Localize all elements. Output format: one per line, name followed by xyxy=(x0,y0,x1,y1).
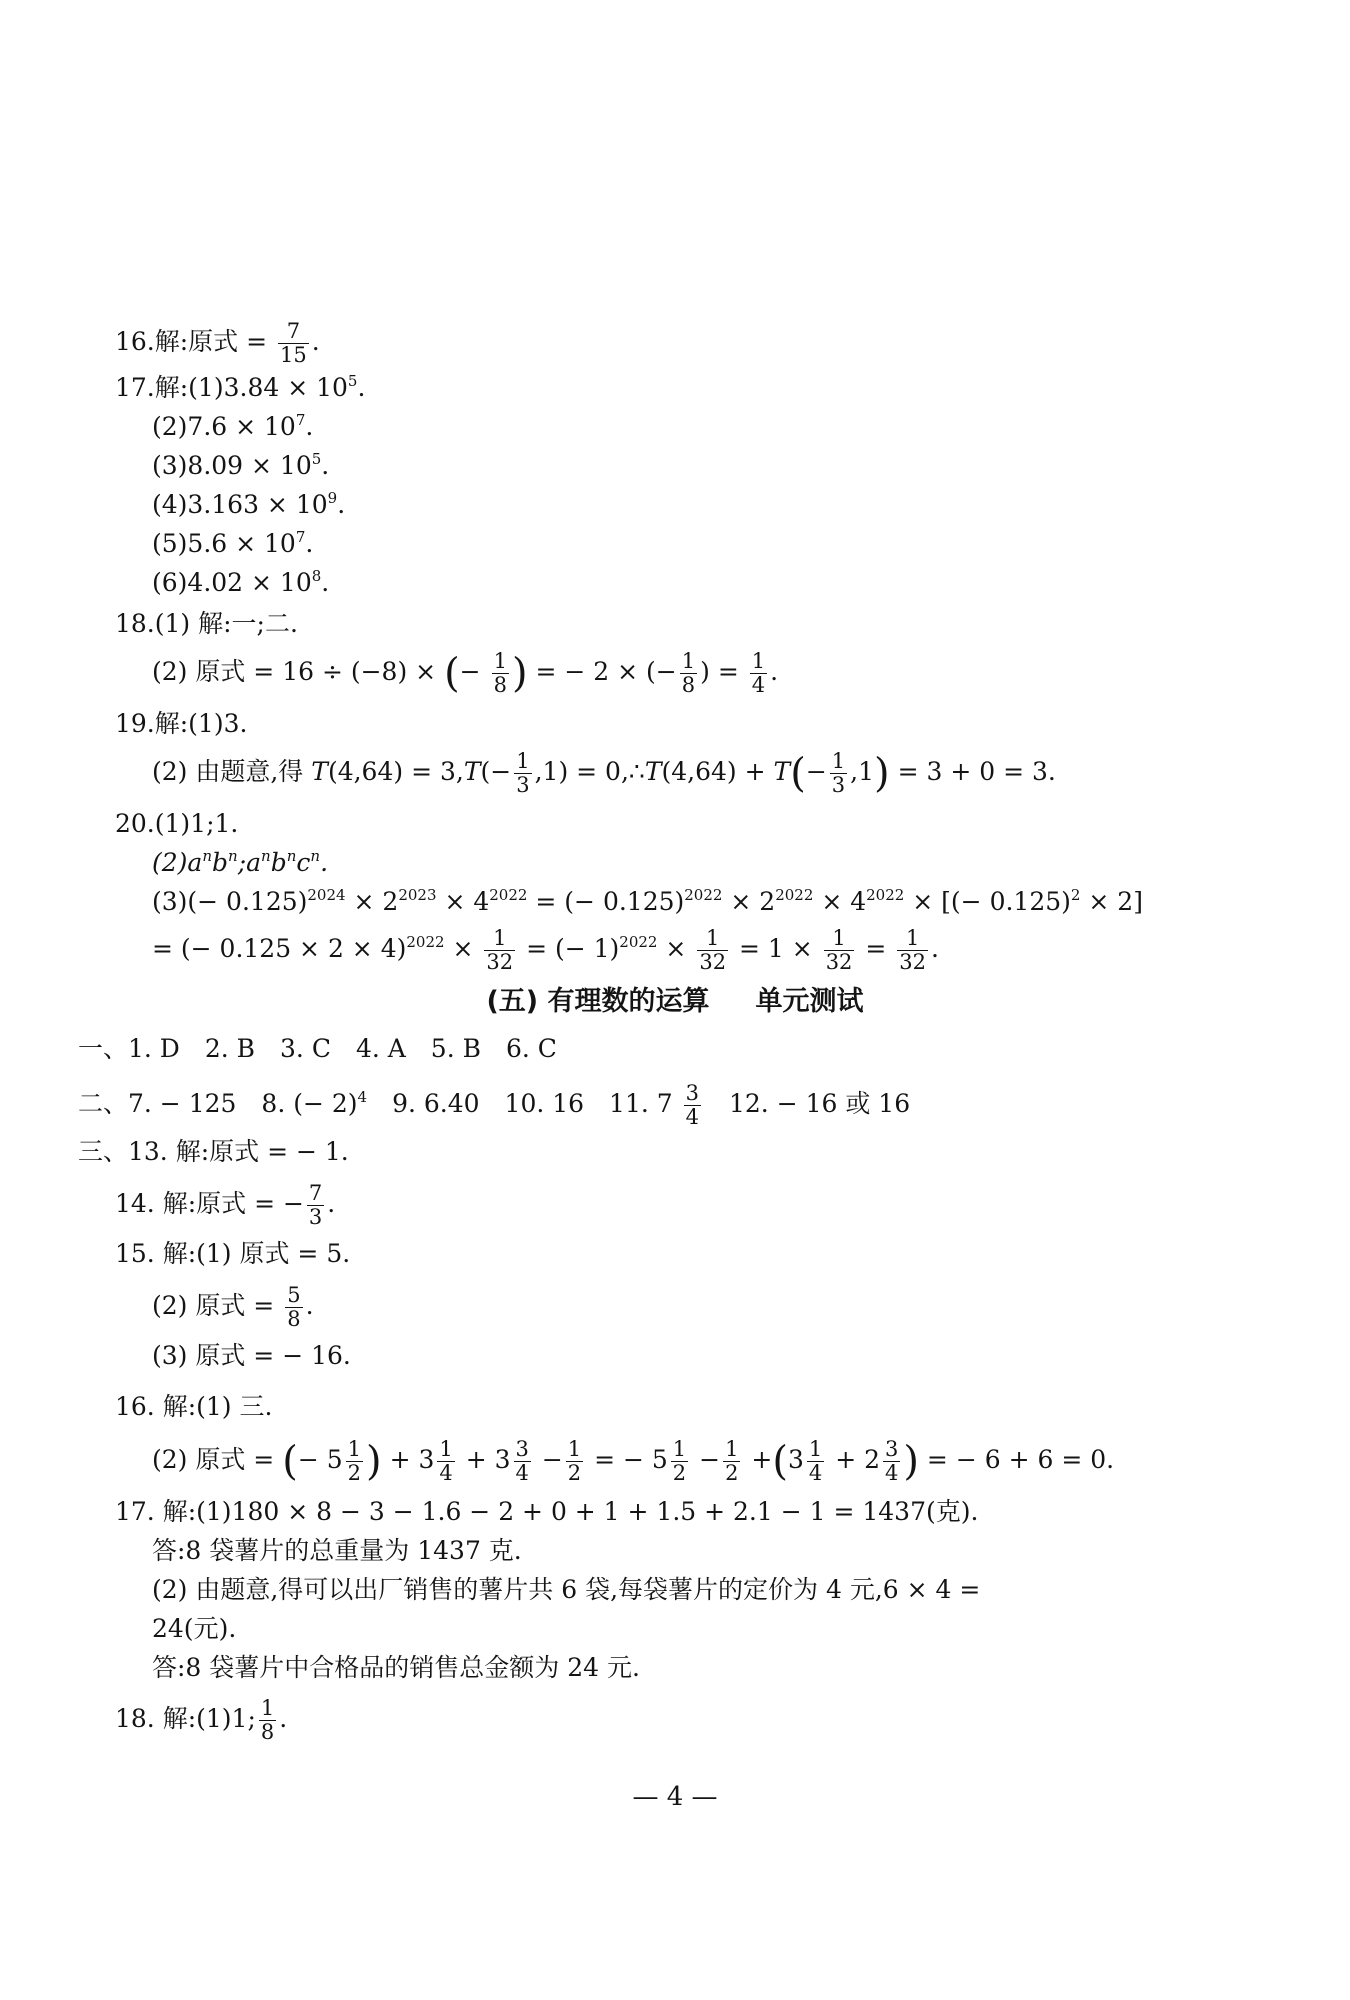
part-3-answer-15-3: (3) 原式 = − 16. xyxy=(152,1341,351,1370)
page-number: — 4 — xyxy=(632,1782,718,1812)
part-3-answer-17-5: 答:8 袋薯片中合格品的销售总金额为 24 元. xyxy=(152,1653,640,1682)
bleed-through-text xyxy=(560,315,590,359)
part-3-answer-17-1: 17. 解:(1)180 × 8 − 3 − 1.6 − 2 + 0 + 1 + 1.5 + 2.1 − 1 = 1437(克). xyxy=(115,1497,979,1526)
part-1-answers: 一、1. D 2. B 3. C 4. A 5. B 6. C xyxy=(78,1034,557,1063)
section-title: (五) 有理数的运算 单元测试 xyxy=(486,986,864,1017)
answer-20-4: = (− 0.125 × 2 × 4)$^{2022}$ × $\frac{1}{32}$ = (− 1)$^{2022}$ × $\frac{1}{32}$ = 1 × $\frac{1}{32}$ = $\frac{1}{32}$ . xyxy=(152,926,939,974)
answer-20-2 xyxy=(152,846,328,880)
answer-20-3-text: $(3)(- 0.125)^{2024} \times 2^{2023} \times 4^{2022}$ = (− $0.125)^{2022} \times 2^{2022} \times 4^{2022}$ × [(− 0.125)$^2$ × 2] xyxy=(152,886,1143,916)
part-3-answer-17-4: 24(元). xyxy=(152,1614,237,1643)
part-3-answer-14: 14. 解:原式 = − $\frac{7}{3}$ . xyxy=(115,1181,336,1229)
answer-19-1: 19.解:(1)3. xyxy=(115,709,248,738)
answer-19-2: (2) 由题意,得 T(4,64) = 3,T(− $\frac{1}{3}$ ,1) = 0,∴T(4,64) + T(− $\frac{1}{3}$ ,1) = 3 + 0 = 3. xyxy=(152,749,1056,797)
fraction: $\frac{7}{15}$ xyxy=(280,319,307,367)
answer-16: 16.解:原式 = $\frac{7}{15}$ . xyxy=(115,319,320,367)
answer-17-3: $(3)8.09 \times 10^5$. xyxy=(152,450,330,480)
answer-17-4: $(4)3.163 \times 10^9$. xyxy=(152,489,346,519)
answer-17-6: $(6)4.02 \times 10^8$. xyxy=(152,567,330,597)
part-3-answer-18: 18. 解:(1)1; $\frac{1}{8}$ . xyxy=(115,1696,288,1744)
part-2-answers: 二、7. − 125 8. (− 2)$^4$ 9. 6.40 10. 16 11. 7 $\frac{3}{4}$ 12. − 16 或 16 xyxy=(78,1081,911,1129)
part-3-answer-17-2: 答:8 袋薯片的总重量为 1437 克. xyxy=(152,1536,522,1565)
answer-16-label: 16.解:原式 = xyxy=(115,327,268,356)
part-3-answer-13: 三、13. 解:原式 = − 1. xyxy=(78,1137,349,1166)
answer-17-2: $(2)7.6 \times 10^7$. xyxy=(152,411,314,441)
part-3-answer-16-1: 16. 解:(1) 三. xyxy=(115,1392,273,1421)
answer-17-1: 17.解:(1)3.84 × $10^5$. xyxy=(115,372,366,402)
answer-18-2: (2) 原式 = 16 ÷ (−8) × (− $\frac{1}{8}$ ) = − 2 × (− $\frac{1}{8}$ ) = $\frac{1}{4}$ . xyxy=(152,649,779,697)
part-3-answer-16-2: (2) 原式 = (− 5 $\frac{1}{2}$ ) + 3 $\frac{1}{4}$ + 3 $\frac{3}{4}$ − $\frac{1}{2}$ = − 5 $\frac{1}{2}$ − $\frac{1}{2}$ +(3 $\frac{1}{4}$ + 2 $\frac{3}{4}$ ) = − 6 + 6 = 0. xyxy=(152,1437,1115,1485)
answer-17-5: $(5)5.6 \times 10^7$. xyxy=(152,528,314,558)
answer-20-3 xyxy=(152,885,1143,919)
answer-20-2-text: $(2)a^nb^n;a^nb^nc^n$. xyxy=(152,847,329,877)
part-3-answer-17-3: (2) 由题意,得可以出厂销售的薯片共 6 袋,每袋薯片的定价为 4 元,6 × 4 = xyxy=(152,1575,981,1604)
part-3-answer-15-1: 15. 解:(1) 原式 = 5. xyxy=(115,1239,351,1268)
part-3-answer-15-2: (2) 原式 = $\frac{5}{8}$ . xyxy=(152,1283,314,1331)
answer-18-1: 18.(1) 解:一;二. xyxy=(115,609,298,638)
answer-20-1: 20.(1)1;1. xyxy=(115,809,239,838)
